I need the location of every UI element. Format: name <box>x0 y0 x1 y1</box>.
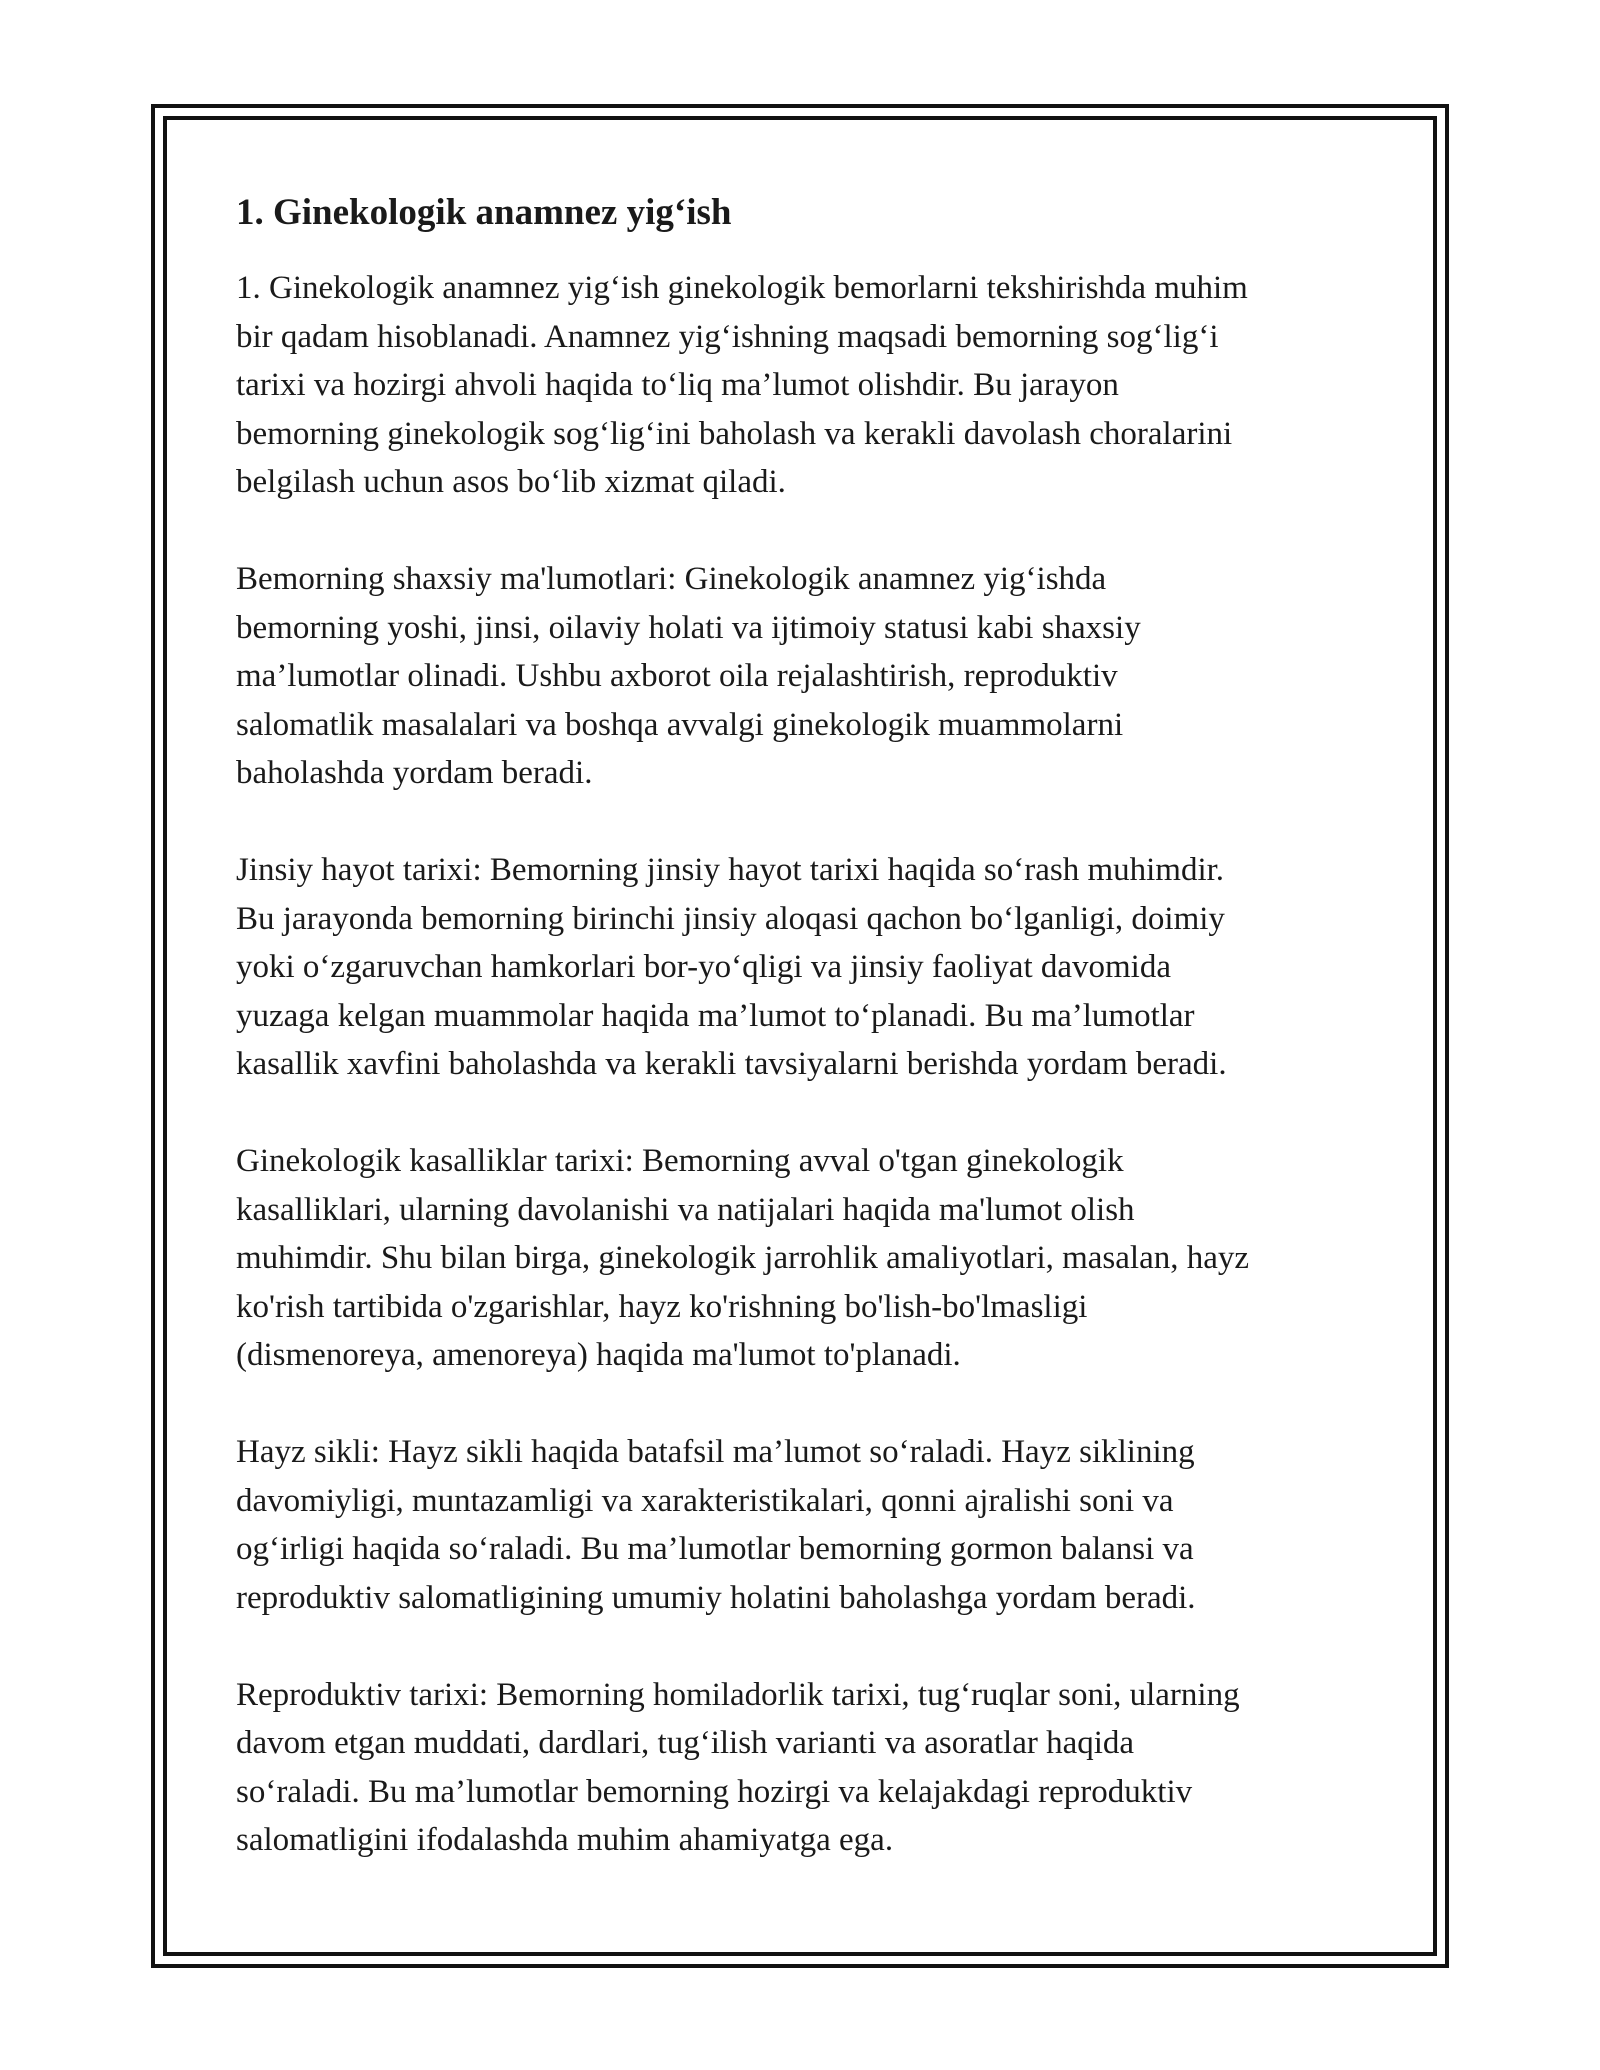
paragraph-reproductive-history: Reproduktiv tarixi: Bemorning homiladorlik tarixi, tug‘ruqlar soni, ularning davom etgan muddati, dardlari, tug‘ilish varianti va asoratlar haqida so‘raladi. Bu ma’lumotlar bemorning hozirgi va kelajakdagi reproduktiv salomatligini ifodalashda muhim ahamiyatga ega. <box>236 1676 1240 1858</box>
document-body <box>236 188 1376 1913</box>
section-heading: 1. Ginekologik anamnez yig‘ish <box>236 192 732 233</box>
paragraph-gynecological-diseases: Ginekologik kasalliklar tarixi: Bemorning avval o'tgan ginekologik kasalliklari, ularning davolanishi va natijalari haqida ma'lumot olish muhimdir. Shu bilan birga, ginekologik jarrohlik amaliyotlari, masalan, hayz ko'rish tartibida o'zgarishlar, hayz ko'rishning bo'lish-bo'lmasligi (dismenoreya, amenoreya) haqida ma'lumot to'planadi. <box>236 1143 1250 1373</box>
paragraph-sexual-history: Jinsiy hayot tarixi: Bemorning jinsiy hayot tarixi haqida so‘rash muhimdir. Bu jarayonda bemorning birinchi jinsiy aloqasi qachon bo‘lganligi, doimiy yoki o‘zgaruvchan hamkorlari bor-yo‘qligi va jinsiy faoliyat davomida yuzaga kelgan muammolar haqida ma’lumot to‘planadi. Bu ma’lumotlar kasallik xavfini baholashda va kerakli tavsiyalarni berishda yordam beradi. <box>236 852 1227 1082</box>
paragraph-intro: 1. Ginekologik anamnez yig‘ish ginekologik bemorlarni tekshirishda muhim bir qadam hisoblanadi. Anamnez yig‘ishning maqsadi bemorning sog‘lig‘i tarixi va hozirgi ahvoli haqida to‘liq ma’lumot olishdir. Bu jarayon bemorning ginekologik sog‘lig‘ini baholash va kerakli davolash choralarini belgilash uchun asos bo‘lib xizmat qiladi. <box>236 270 1248 500</box>
paragraph-personal-data: Bemorning shaxsiy ma'lumotlari: Ginekologik anamnez yig‘ishda bemorning yoshi, jinsi, oilaviy holati va ijtimoiy statusi kabi shaxsiy ma’lumotlar olinadi. Ushbu axborot oila rejalashtirish, reproduktiv salomatlik masalalari va boshqa avvalgi ginekologik muammolarni baholashda yordam beradi. <box>236 561 1141 791</box>
paragraph-menstrual-cycle: Hayz sikli: Hayz sikli haqida batafsil ma’lumot so‘raladi. Hayz siklining davomiyligi, muntazamligi va xarakteristikalari, qonni ajralishi soni va og‘irligi haqida so‘raladi. Bu ma’lumotlar bemorning gormon balansi va reproduktiv salomatligining umumiy holatini baholashga yordam beradi. <box>236 1434 1196 1616</box>
